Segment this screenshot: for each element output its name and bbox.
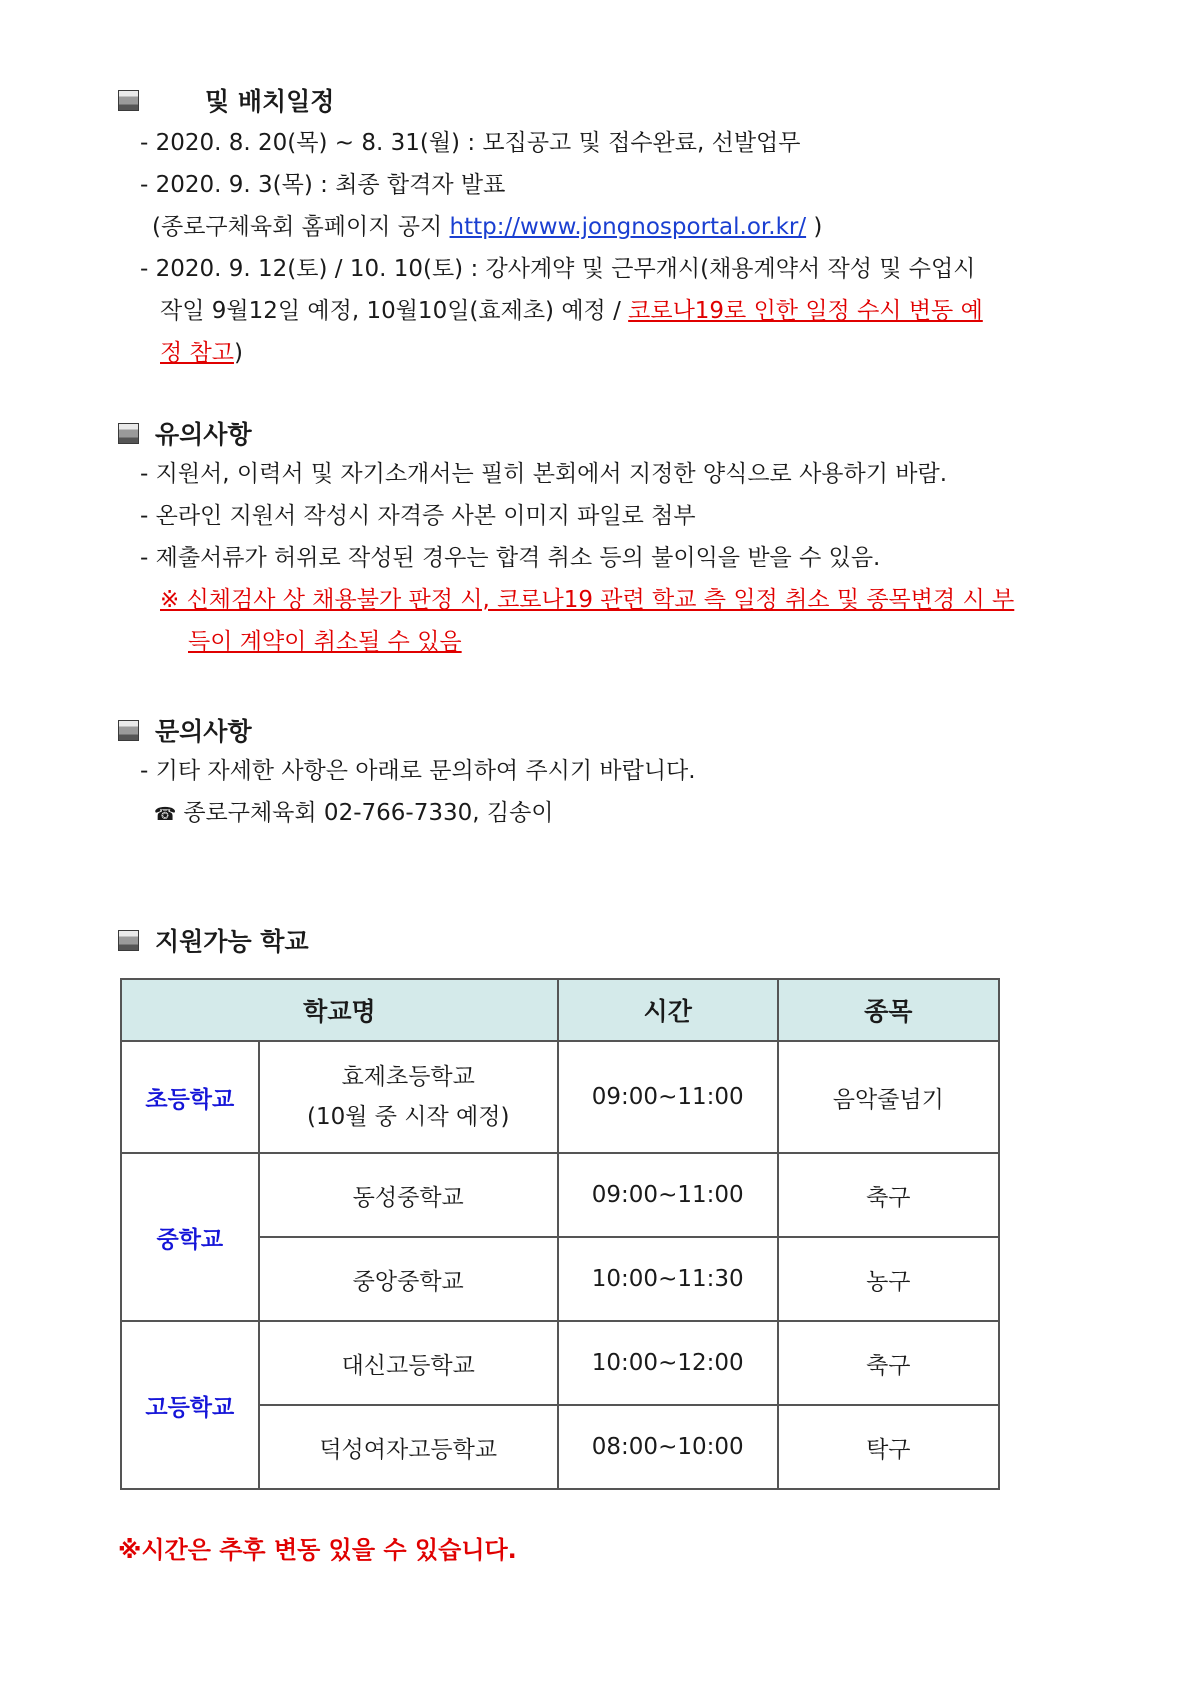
table-row <box>121 1321 999 1405</box>
time-cell: 10:00~11:30 <box>558 1237 778 1321</box>
school-name: 효제초등학교 <box>341 1064 475 1090</box>
contract-line-3 <box>160 332 1118 374</box>
homepage-prefix: (종로구체육회 홈페이지 공지 <box>152 214 450 240</box>
inquiry-heading <box>118 710 1118 750</box>
schedule-heading <box>118 80 1118 120</box>
contract-line-3-suffix: ) <box>233 340 243 366</box>
time-cell: 10:00~12:00 <box>558 1321 778 1405</box>
time-change-note: ※시간은 추후 변동 있을 수 있습니다. <box>118 1536 517 1564</box>
level-elementary: 초등학교 <box>121 1041 259 1153</box>
homepage-suffix: ) <box>806 214 823 240</box>
header-time: 시간 <box>558 979 778 1041</box>
time-cell: 09:00~11:00 <box>558 1041 778 1153</box>
cautions-heading <box>118 413 1118 453</box>
time-cell: 09:00~11:00 <box>558 1153 778 1237</box>
sport-cell: 농구 <box>778 1237 999 1321</box>
school-name: 중앙중학교 <box>259 1237 558 1321</box>
level-high: 고등학교 <box>121 1321 259 1489</box>
inquiry-text: - 기타 자세한 사항은 아래로 문의하여 주시기 바랍니다. <box>140 758 696 784</box>
phone-line <box>154 792 1118 836</box>
table-header-row <box>121 979 999 1041</box>
schedule-section <box>118 80 1118 374</box>
warning-line-2: 득이 계약이 취소될 수 있음 <box>188 629 462 655</box>
school-name-cell <box>259 1041 558 1153</box>
phone-icon: ☎ <box>154 804 177 825</box>
sport-cell: 축구 <box>778 1153 999 1237</box>
sport-cell: 음악줄넘기 <box>778 1041 999 1153</box>
table-row <box>121 1041 999 1153</box>
school-name: 동성중학교 <box>259 1153 558 1237</box>
warning-line-1: ※ 신체검사 상 채용불가 판정 시, 코로나19 관련 학교 측 일정 취소 및 종목변경 시 부 <box>160 587 1015 613</box>
inquiry-title: 문의사항 <box>155 717 252 746</box>
time-cell: 08:00~10:00 <box>558 1405 778 1489</box>
schedule-title: 및 배치일정 <box>205 87 335 116</box>
square-bullet-icon <box>118 90 139 111</box>
homepage-link[interactable]: http://www.jongnosportal.or.kr/ <box>449 214 807 240</box>
schools-table <box>120 978 1000 1490</box>
square-bullet-icon <box>118 423 139 444</box>
contract-line-2 <box>160 290 1118 332</box>
caution-item: - 온라인 지원서 작성시 자격증 사본 이미지 파일로 첨부 <box>140 503 696 529</box>
square-bullet-icon <box>118 720 139 741</box>
level-middle: 중학교 <box>121 1153 259 1321</box>
school-name: 대신고등학교 <box>259 1321 558 1405</box>
sport-cell: 탁구 <box>778 1405 999 1489</box>
caution-item: - 지원서, 이력서 및 자기소개서는 필히 본회에서 지정한 양식으로 사용하기 바람. <box>140 461 948 487</box>
school-name: 덕성여자고등학교 <box>259 1405 558 1489</box>
header-sport: 종목 <box>778 979 999 1041</box>
phone-text: 종로구체육회 02-766-7330, 김송이 <box>183 800 554 826</box>
header-school-name: 학교명 <box>121 979 558 1041</box>
covid-notice: 코로나19로 인한 일정 수시 변동 예 <box>628 298 983 324</box>
covid-notice-cont: 정 참고 <box>160 340 234 366</box>
homepage-line <box>152 206 1118 248</box>
table-row <box>121 1153 999 1237</box>
cautions-section <box>118 413 1118 663</box>
schools-title: 지원가능 학교 <box>155 927 309 956</box>
schools-heading <box>118 920 1118 960</box>
schedule-item: - 2020. 8. 20(목) ~ 8. 31(월) : 모집공고 및 접수완료, 선발업무 <box>140 130 801 156</box>
inquiry-section <box>118 710 1118 836</box>
contract-line-1: - 2020. 9. 12(토) / 10. 10(토) : 강사계약 및 근무개시(채용계약서 작성 및 수업시 <box>140 256 976 282</box>
schools-section <box>118 920 1118 960</box>
cautions-title: 유의사항 <box>155 420 252 449</box>
square-bullet-icon <box>118 930 139 951</box>
schedule-item: - 2020. 9. 3(목) : 최종 합격자 발표 <box>140 172 506 198</box>
caution-item: - 제출서류가 허위로 작성된 경우는 합격 취소 등의 불이익을 받을 수 있음. <box>140 545 881 571</box>
school-note: (10월 중 시작 예정) <box>306 1104 510 1130</box>
sport-cell: 축구 <box>778 1321 999 1405</box>
contract-line-2-text: 작일 9월12일 예정, 10월10일(효제초) 예정 / <box>160 298 629 324</box>
